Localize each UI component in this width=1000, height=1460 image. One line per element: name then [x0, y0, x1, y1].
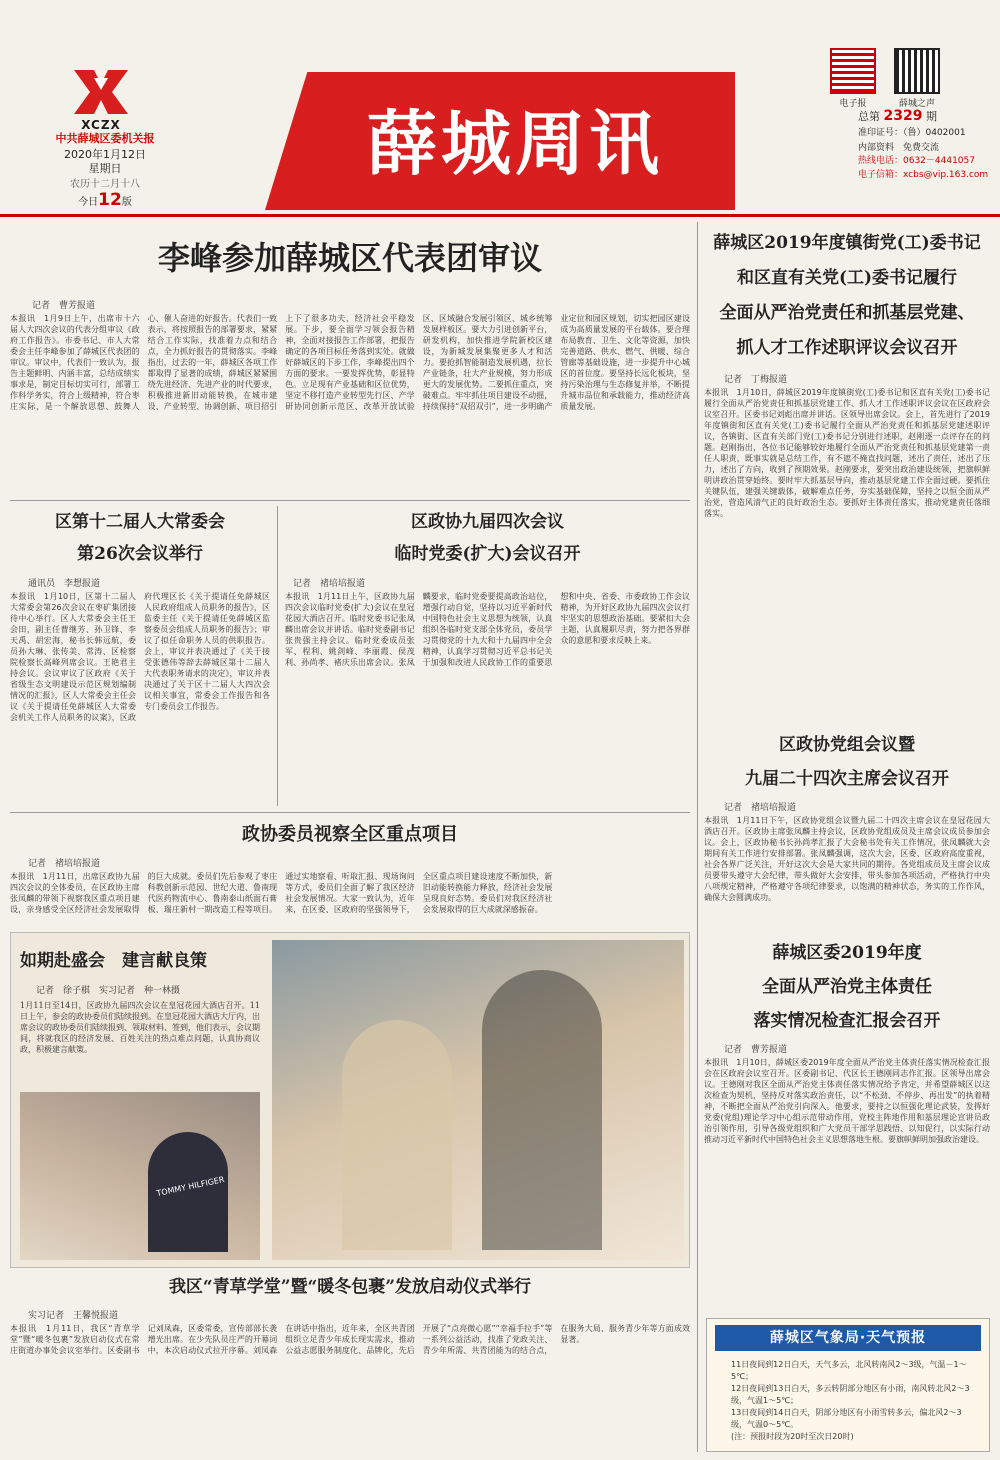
- divider: [697, 222, 698, 1452]
- free-tag: 内部资料 免费交流: [858, 143, 940, 153]
- qr-code-icon[interactable]: [894, 48, 940, 94]
- headline: 薛城区2019年度镇街党(工)委书记 和区直有关党(工)委书记履行 全面从严治党责任和抓基层党建、 抓人才工作述职评议会议召开: [713, 233, 981, 358]
- byline: 记者 徐子棋 实习记者 种一林摄: [36, 986, 181, 996]
- article-body: 本报讯 1月11日下午，区政协党组会议暨九届二十四次主席会议在皇冠花园大酒店召开。区政协主席张凤麟主持会议，区政协党组成员及主席会议成员参加会议。会上，区政协秘书长孙尚孝汇报了大会秘书处有关工作情况，张凤麟就大会期间有关工作进行安排部署。张凤麟强调，这次大会，区委、区政府高度重视，社会各界广泛关注，开好这次大会是大家共同的期待。各党组成员及主席会议成员要带头遵守大会纪律，带头做好大会安排，带头参加各项活动，严格执行中央八项规定精神，严格遵守各项纪律要求，以饱满的精神状态，务实的工作作风，确保大会圆满成功。: [704, 816, 990, 902]
- main-photo: [272, 940, 684, 1260]
- small-photo: [20, 1092, 260, 1260]
- article-body: 本报讯 1月11日，我区“青草学堂”暨“暖冬包裹”发放启动仪式在常庄街道办事处会议室举行。区委副书记刘凤森，区委常委，宣传部部长袭增光出席。在少先队员庄严的开幕词中，本次启动仪式拉开序幕。刘凤森在讲话中指出，近年来，全区共青团组织立足青少年成长现实需求，推动公益志愿服务制度化、品牌化，先后开展了“点亮微心愿”“幸福手拉手”等一系列公益活动，找准了党政关注、青少年所需、共青团能为的结合点，在服务大局、服务青少年等方面成效显著。: [10, 1324, 690, 1355]
- headline: 政协委员视察全区重点项目: [242, 824, 458, 845]
- issue-number: 总第 2329 期: [858, 108, 937, 124]
- divider: [10, 812, 690, 813]
- qr-code-icon[interactable]: [830, 48, 876, 94]
- weather-line: 12日夜间到13日白天，多云转阴部分地区有小雨，南风转北风2～3级，气温1～5℃；: [731, 1384, 970, 1405]
- feature-text: [20, 946, 260, 1076]
- weather-line: 11日夜间到12日白天，天气多云，北风转南风2～3级，气温－1～5℃；: [731, 1360, 967, 1381]
- article-youth: [10, 1272, 690, 1453]
- byline: 记者 丁梅报道: [724, 375, 788, 385]
- article-cppcc: [285, 506, 690, 799]
- paper-logo-icon: [70, 66, 132, 118]
- byline: 记者 褚培培报道: [724, 803, 797, 813]
- byline: 记者 曹芳报道: [724, 1045, 788, 1055]
- byline: 记者 褚培培报道: [28, 859, 101, 869]
- lead-article: [10, 228, 690, 507]
- article-body: 本报讯 1月10日，区第十二届人大常委会第26次会议在枣矿集团接待中心举行。区人大常委会主任王会田，副主任曹继芳、孙卫锋、李天禹、胡宏海，秘书长韩远航，委员孙大琳、张传美、常涛、区检察院检察长高峰列席会议。王艳君主持会议。会议审议了区政府《关于省级生态文明建设示范区规划编制情况的汇报》，区人大常委会主任会议《关于提请任免薛城区人大常委会机关工作人员职务的议案》，区政府代理区长《关于提请任免薛城区人民政府组成人员职务的报告》，区监委主任《关于提请任免薛城区监察委员会组成人员职务的报告》；审议了拟任命职务人员的供职报告。会上，审议并表决通过了《关于接受张德伟等辞去薛城区第十二届人大代表职务请求的决定》，审议并表决通过了关于区十二届人大四次会议相关事宜，常委会工作报告和各专门委员会工作报告。: [10, 592, 270, 722]
- hotline: 热线电话：0632－4441057: [858, 156, 975, 166]
- article-inspection: [10, 818, 690, 937]
- feature-title: 如期赴盛会 建言献良策: [20, 951, 207, 971]
- article-body: 本报讯 1月11日，出席区政协九届四次会议的全体委员，在区政协主席张凤麟的带领下视察我区重点项目建设，亲身感受全区经济社会发展取得的巨大成就。委员们先后参观了枣庄科教创新示范园、世纪大道、鲁南现代医药物流中心、鲁南泰山纸面石膏板、瑞庄新村一期改造工程等项目。通过实地察看、听取汇报、现场询问等方式，委员们全面了解了我区经济社会发展情况。大家一致认为，近年来，在区委、区政府的坚强领导下，全区重点项目建设速度不断加快，新旧动能转换能力释放，经济社会发展呈现良好态势。委员们对我区经济社会发展取得的巨大成就深感振奋。: [10, 872, 553, 914]
- masthead: [0, 0, 1000, 212]
- lunar-date: 农历十二月十八: [70, 179, 140, 190]
- weather-box: [706, 1318, 990, 1452]
- jacket-print: TOMMY HILFIGER: [155, 1174, 226, 1199]
- paper-org: 中共薛城区委机关报: [55, 132, 155, 145]
- issue-weekday: 星期日: [88, 162, 122, 175]
- logo-text: XCZX: [81, 118, 121, 132]
- weather-line: 13日夜间到14日白天，阴部分地区有小雨雪转多云，偏北风2～3级，气温0～5℃。: [731, 1408, 962, 1429]
- byline: 记者 曹芳报道: [32, 301, 96, 311]
- headline: 我区“青草学堂”暨“暖冬包裹”发放启动仪式举行: [168, 1277, 532, 1297]
- right-article-1: [704, 226, 990, 711]
- qr-label: 薛城之声: [898, 99, 935, 109]
- article-body: 本报讯 1月10日，薛城区2019年度镇街党(工)委书记和区直有关党(工)委书记履行全面从严治党责任和抓基层党建工作、抓人才工作述职评议会议在区政府会议室召开。区委书记刘彪出席并讲话。区领导出席会议。会上，首先进行了2019年度镇街和区直有关党(工)委书记履行全面从严治党责任和抓基层党建述职评议，各镇街、区直有关部门党(工)委书记分别进行述职，赵刚逐一点评存在的问题。赵刚指出，各位书记能够较好地履行全面从严治党责任和抓基层党建第一责任人职责，既事实就是总结工作，有不遮不掩直找问题，述出了责任，述出了压力，述出了方向，收到了预期效果。赵刚要求，要突出政治建设统领，把旗帜鲜明讲政治贯穿始终。要时牢大抓基层导向，推动基层党建工作全面过硬。要抓住关键队伍，建强关键载体，破解难点任务，夯实基础保障，坚持之以恒全面从严治党，营造风清气正的良好政治生态。要抓好主体责任落实，推动党建责任落细落实。: [704, 388, 990, 518]
- article-body: 本报讯 1月10日，薛城区委2019年度全面从严治党主体责任落实情况检查汇报会在区政府会议室召开。区委副书记、代区长王德刚同志作汇报。区领导出席会议。王德刚对我区全面从严治党主体责任落实情况给予肯定，并希望薛城区以这次检查为契机，坚持反对落实政治责任，以“不松劲、不停步、再出发”的执着精神，不断把全面从严治党引向深入。他要求，要持之以恒强化理论武装，发挥好党委(党组)理论学习中心组示范带动作用，党校主阵地作用和基层理论宣讲员政治引领作用，引导各级党组织和广大党员干部学思践悟、以知促行，以实际行动推动习近平新时代中国特色社会主义思想落地生根。要旗帜鲜明加强政治建设。: [704, 1058, 990, 1144]
- byline: 记者 褚培培报道: [293, 579, 366, 589]
- weather-note: (注：预报时段为20时至次日20时): [731, 1432, 854, 1441]
- email: 电子信箱：xcbs@vip.163.com: [858, 170, 989, 180]
- photo-caption: 1月11日至14日，区政协九届四次会议在皇冠花园大酒店召开。11日上午，参会的政协委员们陆续报到。在皇冠花园大酒店大厅内，出席会议的政协委员们陆续报到、领取材料、签到，他们表示，会议期间，将就我区的经济发展、百姓关注的热点难点问题，认真协商议政，积极建言献策。: [20, 1001, 260, 1054]
- divider: [0, 214, 1000, 217]
- byline: 通讯员 李想报道: [28, 579, 101, 589]
- divider: [10, 500, 690, 501]
- lead-body: 本报讯 1月9日上午，出席市十六届人大四次会议的代表分组审议《政府工作报告》。市委书记、市人大常委会主任李峰参加了薛城区代表团的审议。审议中，代表们一致认为，报告主题鲜明、内涵丰富，总结成绩实事求是，制定目标切实可行，部署工作科学务实，符合上级精神，符合枣庄实际，是一个解放思想、鼓舞人心、催人奋进的好报告。代表们一致表示，将按照报告的部署要求，紧紧结合工作实际，找准着力点和结合点，全力抓好报告的贯彻落实。李峰指出，过去的一年，薛城区各项工作都取得了显著的成绩，薛城区紧紧围绕先进经济、先进产业的时代要求，积极推进新旧动能转换，在城市建设、产业转型、协调创新、项目招引上下了很多功夫，经济社会平稳发展。下步，要全面学习领会报告精神，全面对接报告工作部署，把报告确定的各项目标任务落到实处。就做好薛城区的下步工作，李峰提出四个方面的要求。一要发挥优势，彰显特色。立足现有产业基础和区位优势，坚定不移打造产业转型先行区、产学研协同创新示范区、改革开放试验区、区域融合发展引领区、城乡统筹发展样板区。要大力引进创新平台，研发机构，加快推进学院新校区建设，为新城发展集聚更多人才和活力。要抢抓智能制造发展机遇，拉长产业链条，壮大产业规模，努力形成更大的发展优势。二要抓住重点，突破难点。牢牢抓住项目建设不动摇，持续保持“双招双引”，进一步明确产业定位和园区规划，切实把园区建设成为高质量发展的平台载体。要合理布局教育、卫生、文化等资源，加快完善道路、供水、燃气、供暖、综合管廊等基础设施，进一步提升中心城区的首位度。要坚持长远化板块，坚持污染治理与生态修复并举，不断提升城市品位和承载能力，推动经济高质量发展。: [10, 314, 690, 411]
- byline: 实习记者 王馨悦报道: [28, 1311, 119, 1321]
- article-body: 本报讯 1月11日上午，区政协九届四次会议临时党委(扩大)会议在皇冠花园大酒店召开。临时党委书记张凤麟出席会议并讲话。临时党委副书记张贵强主持会议。临时党委成员张军、程利、姚剑峰、李丽霞、侯茂利、孙尚孝、褚庆乐出席会议。张凤麟要求，临时党委要提高政治站位，增强行动自觉，坚持以习近平新时代中国特色社会主义思想为统领，认真组织各临时党支部全体党员，委员学习贯彻党的十九大和十九届四中全会精神，认真学习贯彻习近平总书记关于加强和改进人民政协工作的重要思想和中央、省委、市委政协工作会议精神，为开好区政协九届四次会议打牢坚实的思想政治基础。要紧扣大会主题，认真履职尽责，努力把各界群众的意愿和要求反映上来。: [285, 592, 690, 667]
- qr-label: 电子报: [839, 99, 867, 109]
- headline: 薛城区委2019年度 全面从严治党主体责任 落实情况检查汇报会召开: [753, 943, 941, 1031]
- headline: 区第十二届人大常委会 第26次会议举行: [55, 512, 225, 564]
- article-nrc: [10, 506, 270, 799]
- person-figure: [342, 1020, 452, 1250]
- paper-title: 薛城周讯: [367, 102, 663, 185]
- headline: 区政协党组会议暨 九届二十四次主席会议召开: [745, 735, 949, 789]
- page-count: 今日12版: [78, 190, 132, 210]
- issue-date: 2020年1月12日: [64, 148, 146, 161]
- weather-title: 薛城区气象局·天气预报: [715, 1325, 981, 1351]
- right-article-2: [704, 728, 990, 935]
- right-article-3: [704, 936, 990, 1317]
- permit-number: 准印证号：（鲁）0402001: [858, 128, 966, 138]
- divider: [277, 506, 278, 806]
- person-figure: [482, 970, 602, 1250]
- headline: 区政协九届四次会议 临时党委(扩大)会议召开: [394, 512, 581, 564]
- lead-headline: 李峰参加薛城区代表团审议: [157, 239, 542, 277]
